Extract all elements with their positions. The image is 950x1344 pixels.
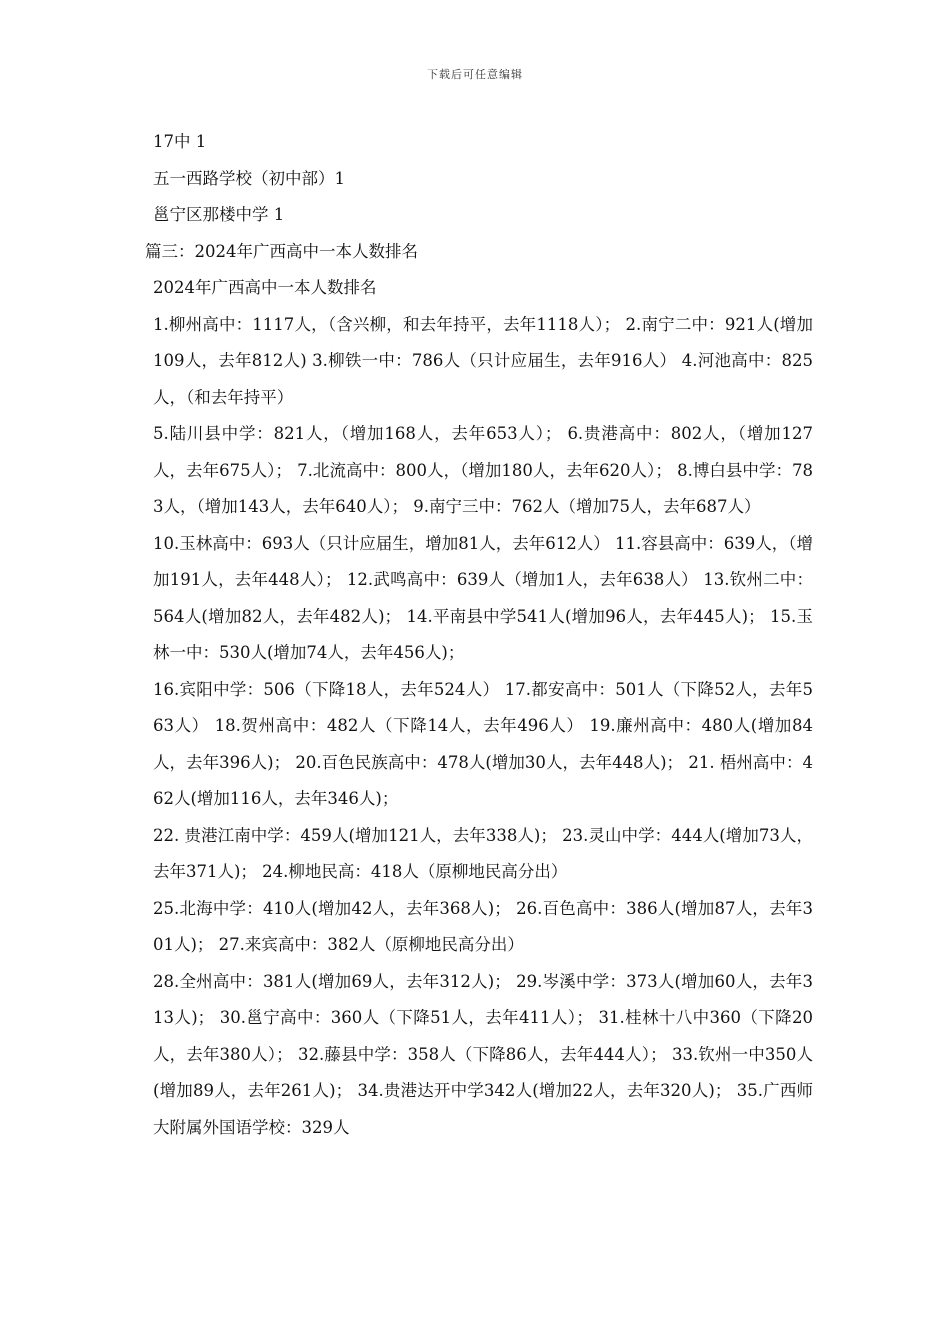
text-line: 17中 1 (153, 132, 207, 151)
ranking-paragraph: 22. 贵港江南中学：459人(增加121人，去年338人)； 23.灵山中学：444人(增加73人，去年371人)； 24.柳地民高：418人（原柳地民高分出） (153, 825, 813, 881)
ranking-paragraph: 10.玉林高中：693人（只计应届生，增加81人，去年612人） 11.容县高中：639人，（增加191人，去年448人）； 12.武鸣高中：639人（增加1人，去年638人） 13.钦州二中：564人(增加82人，去年482人)； 14.平南县中学541人(增加96人，去年445人)； 15.玉林一中：530人(增加74人，去年456人)； (153, 533, 813, 662)
ranking-paragraph: 1.柳州高中：1117人，（含兴柳，和去年持平，去年1118人）； 2.南宁二中：921人(增加109人，去年812人) 3.柳铁一中：786人（只计应届生，去年916人） 4.河池高中：825人，（和去年持平） (153, 314, 813, 407)
section-title: 篇三：2024年广西高中一本人数排名 (145, 241, 418, 261)
section-subtitle: 2024年广西高中一本人数排名 (153, 278, 377, 297)
ranking-paragraph: 5.陆川县中学：821人，（增加168人，去年653人）； 6.贵港高中：802人，（增加127人，去年675人）； 7.北流高中：800人，（增加180人，去年620人）； 8.博白县中学：783人，（增加143人，去年640人）； 9.南宁三中：762人（增加75人，去年687人） (153, 424, 813, 516)
ranking-paragraph: 16.宾阳中学：506（下降18人，去年524人） 17.都安高中：501人（下降52人，去年563人） 18.贺州高中：482人（下降14人，去年496人） 19.廉州高中：480人(增加84人，去年396人)； 20.百色民族高中：478人(增加30人，去年448人)； 21. 梧州高中：462人(增加116人，去年346人)； (153, 679, 813, 808)
text-line: 五一西路学校（初中部）1 (153, 168, 345, 188)
text-line: 邕宁区那楼中学 1 (153, 205, 285, 224)
page-header: 下载后可任意编辑 (427, 68, 523, 81)
ranking-paragraph: 25.北海中学：410人(增加42人，去年368人)； 26.百色高中：386人(增加87人，去年301人)； 27.来宾高中：382人（原柳地民高分出） (153, 898, 813, 954)
ranking-paragraph: 28.全州高中：381人(增加69人，去年312人)； 29.岑溪中学：373人(增加60人，去年313人)； 30.邕宁高中：360人（下降51人，去年411人）； 31.桂林十八中360（下降20人，去年380人）； 32.藤县中学：358人（下降86人，去年444人）； 33.钦州一中350人(增加89人，去年261人)； 34.贵港达开中学342人(增加22人，去年320人)； 35.广西师大附属外国语学校：329人 (153, 971, 813, 1137)
document-body (145, 124, 813, 1146)
